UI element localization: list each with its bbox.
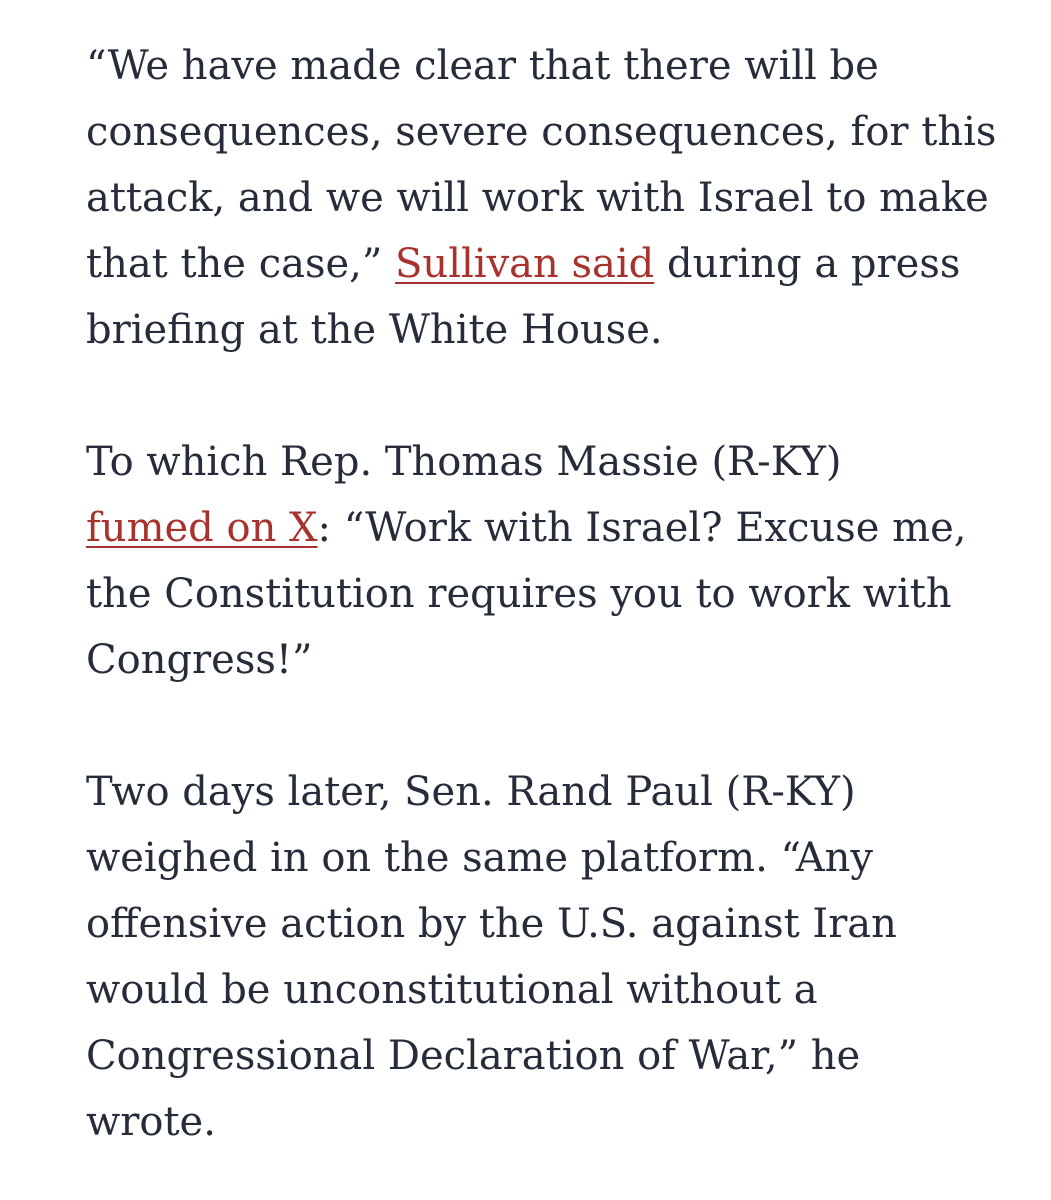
text-line: offensive action by the U.S. against Iran — [86, 901, 897, 947]
text-line-with-link — [86, 495, 986, 561]
text-line: To which Rep. Thomas Massie (R-KY) — [86, 439, 842, 485]
text-line: consequences, severe consequences, for this — [86, 109, 997, 155]
text-line: Two days later, Sen. Rand Paul (R-KY) — [86, 769, 856, 815]
text-line: “We have made clear that there will be — [86, 43, 879, 89]
text-segment: that the case,” — [86, 241, 396, 287]
paragraph-rand-paul — [86, 759, 986, 1155]
text-line: Congressional Declaration of War,” he — [86, 1033, 861, 1079]
fumed-on-x-link[interactable]: fumed on X — [86, 505, 318, 551]
paragraph-sullivan-quote — [86, 33, 997, 363]
article-body — [86, 33, 997, 1155]
text-line: briefing at the White House. — [86, 307, 663, 353]
text-line: weighed in on the same platform. “Any — [86, 835, 874, 881]
text-line-with-link — [86, 231, 986, 297]
text-line: the Constitution requires you to work with — [86, 571, 952, 617]
text-line: attack, and we will work with Israel to make — [86, 175, 989, 221]
text-segment: : “Work with Israel? Excuse me, — [317, 505, 967, 551]
text-line: wrote. — [86, 1099, 216, 1145]
text-segment: during a press — [654, 241, 961, 287]
text-line: Congress!” — [86, 637, 313, 683]
sullivan-said-link[interactable]: Sullivan said — [395, 241, 655, 287]
paragraph-massie-reply — [86, 429, 986, 693]
text-line: would be unconstitutional without a — [86, 967, 818, 1013]
